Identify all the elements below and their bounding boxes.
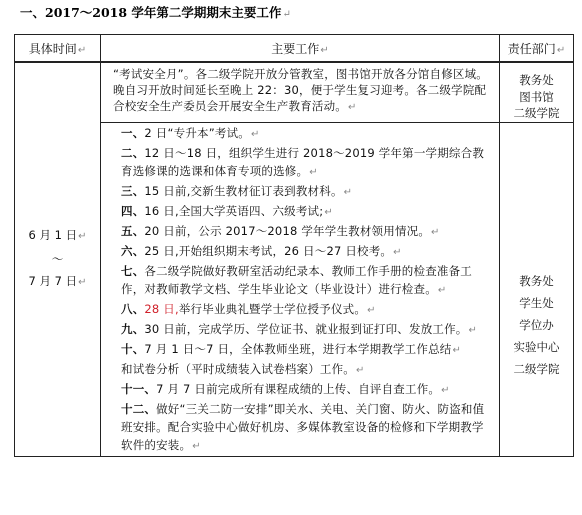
list-item: 六、25 日,开始组织期末考试，26 日～27 日校考。↵ [121,243,402,258]
paragraph-mark-icon: ↵ [78,231,87,243]
paragraph-mark-icon: ↵ [320,44,329,56]
dept-name: 教务处 [519,73,554,87]
header-work: 主要工作↵ [101,35,500,63]
time-end: 7 月 7 日↵ [28,274,87,289]
paragraph-mark-icon: ↵ [282,9,291,20]
schedule-table [14,34,574,457]
list-item-continuation: 和试卷分析（平时成绩装入试卷档案）工作。↵ [121,361,365,376]
paragraph-mark-icon: ↵ [78,277,87,289]
header-dept: 责任部门↵ [500,35,574,63]
list-item: 二、12 日～18 日，组织学生进行 2018～2019 学年第一学期综合教育选修课的选课和体育专项的选修。↵ [121,145,485,178]
section-heading: 一、2017～2018 学年第二学期期末主要工作↵ [20,5,291,20]
header-time: 具体时间↵ [15,35,101,63]
list-item: 八、28 日,举行毕业典礼暨学士学位授予仪式。↵ [121,301,376,316]
list-item: 一、2 日“专升本”考试。↵ [121,125,260,140]
dept-name: 二级学院 [513,106,560,120]
dept-cell-items [500,122,574,456]
highlighted-date: 28 日, [144,301,179,316]
time-cell [15,62,101,456]
dept-cell-exam-month [500,62,574,122]
dept-name: 学生处 [519,295,554,310]
time-separator: ～ [51,252,64,267]
list-item: 十一、7 月 7 日前完成所有课程成绩的上传、自评自查工作。↵ [121,381,450,396]
list-item: 七、各二级学院做好教研室活动纪录本、教师工作手册的检查准备工作，对教师教学文档、学生毕业论文（毕业设计）进行检查。↵ [121,263,473,296]
paragraph-mark-icon: ↵ [77,44,87,56]
dept-name: 图书馆 [519,89,554,104]
time-start: 6 月 1 日↵ [28,228,87,243]
list-item: 五、20 日前，公示 2017～2018 学年学生教材领用情况。↵ [121,223,440,238]
dept-name: 实验中心 [513,339,560,354]
paragraph-mark-icon: ↵ [348,102,357,113]
dept-name: 教务处 [519,273,554,288]
work-cell-exam-month: “考试安全月”。各二级学院开放分管教室，图书馆开放各分馆自修区域。晚自习开放时间延长至晚上 22：30，便于学生复习迎考。各二级学院配合校安全生产委员会开展安全生产教育活动。↵ [101,62,500,122]
list-item: 三、15 日前,交新生教材征订表到教材科。↵ [121,183,353,198]
dept-name: 学位办 [519,317,554,332]
paragraph-mark-icon: ↵ [556,44,566,56]
table-row [15,62,574,122]
list-item: 十二、做好“三关二防一安排”即关水、关电、关门窗、防火、防盗和值班安排。配合实验中心做好机房、多媒体教室设备的检修和下学期教学软件的安装。↵ [121,401,485,452]
list-item: 九、30 日前，完成学历、学位证书、就业报到证打印、发放工作。↵ [121,321,478,336]
list-item: 十、7 月 1 日～7 日，全体教师坐班，进行本学期教学工作总结↵ [121,341,462,356]
work-cell-items [101,122,500,456]
dept-name: 二级学院 [513,361,560,376]
list-item: 四、16 日,全国大学英语四、六级考试;↵ [121,203,333,218]
table-header-row [15,35,574,63]
